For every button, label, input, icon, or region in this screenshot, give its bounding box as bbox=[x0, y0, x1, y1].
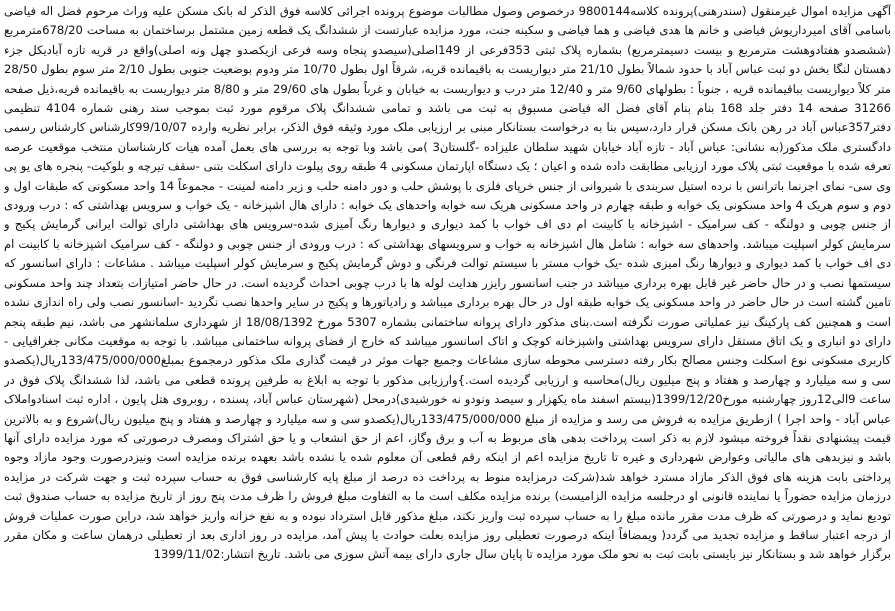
auction-notice bbox=[4, 2, 891, 609]
publication-date-label: تاریخ انتشار: bbox=[220, 547, 281, 562]
notice-paragraph bbox=[4, 2, 891, 565]
publication-date bbox=[154, 547, 281, 561]
notice-body: آگهی مزایده اموال غیرمنقول (سندرهنی)پرونده کلاسه9800144 درخصوص وصول مطالبات موضوع پرونده اجرائی کلاسه فوق الذکر له بانک مسکن علیه وراث مرحوم فضل اله فیاضی باسامی آقای امیرداریوش فیاضی و خانم ها هدی فیاضی و هما فیاضی و سکینه جنت، مورد مزایده عبارتست از ششدانگ یک قطعه زمین مشتمل برساختمان به مساحت 678/20مترمربع (ششصدو هفتادوهشت مترمربع و بیست دسیمترمربع) بشماره پلاک ثبتی 353فرعی از 149اصلی(سیصدو پنجاه وسه فرعی ازیکصدو چهل ونه اصلی)واقع در قریه تازه آبادیکل جزء دهستان لنگا بخش دو ثبت عباس آباد با حدود شمالاً بطول 21/10 متر دیواریست به باقیمانده قریه، شرقاً اول بطول 10/70 متر ودوم بوضعیت جنوبی بطول 2/10 متر سوم بطول 28/50 متر کلاً دیواریست بباقیمانده قریه ، جنوباً : بطولهای 9/60 متر و 12/40 متر درب و دیواریست به خیابان و غرباً بطول های 29/60 متر و 8/80 متر دیواریست به باقیمانده قریه،ذیل صفحه 31266 صفحه 14 دفتر جلد 168 بنام بنام آقای فضل اله فیاضی مسبوق به ثبت می باشد و تمامی ششدانگ پلاک مرقوم مورد ثبت بموجب سند رهنی شماره 4104 تنظیمی دفتر357عباس آباد در رهن بانک مسکن قرار دارد،سپس بنا به درخواست بستانکار مبنی بر ارزیابی ملک مورد وثیقه فوق الذکر، برابر نظریه وارده 99/10/07کارشناس کارشناس رسمی دادگستری ملک مذکور(به نشانی: عباس آباد - تازه آباد خیابان شهید سلطان علیزاده -گلستان3 )می باشد وبا توجه به بررسی های بعمل آمده هیات کارشناسان منتخب موقعیت عرصه تعرفه شده با موقعیت ثبتی پلاک مورد ارزیابی مطابقت داده شده و اعیان ؛ یک دستگاه اپارتمان مسکونی 4 طبقه روی پیلوت دارای اسکلت بتنی -سقف تیرچه و بلوکیت- پنجره های یو پی وی سی- نمای اجرنما باترانس با نرده استیل سربندی با شیروانی از جنس خرپای فلزی با پوشش حلب و دور دامنه حلب و زیر دامنه لمینت - مجموعاً 14 واحد مسکونی که طبقات اول و دوم و سوم هریک 4 واحد مسکونی یک خوابه و طبقه چهارم در واحد مسکونی هریک سه خوابه واحدهای یک خوابه : دارای هال اشپزخانه - یک خواب و سرویس بهداشتی که : درب ورودی از جنس چوبی و دولنگه - کف سرامیک - اشپزخانه با کابینت ام دی اف خواب با کمد دیواری و دیوارها رنگ آمیزی شده-سرویس های بهداشتی دارای توالت ایرانی گرمایش پکیج و سرمایش کولر اسپلیت میباشد. واحدهای سه خوابه : شامل هال اشپزخانه به خواب و سرویسهای بهداشتی که : درب ورودی از جنس چوبی و دولنگه - کف سرامیک اشپزخانه با کابینت ام دی اف خواب با کمد دیواری و دیوارها رنگ امیزی شده -یک خواب مستر با سیستم توالت فرنگی و دوش گرمایش پکیج و سرمایش کولر اسپلیت میباشد . مشاعات : دارای اسانسور که سیستمها نصب و در حال حاضر غیر قابل بهره برداری میباشد در جنب اسانسور رایزر هدایت لوله ها با درب چوبی احداث گردیده است. در حال حاضر امتیازات بتعداد چند واحد مسکونی تامین گشته است در حال حاضر در واحد مسکونی یک خوابه طبقه اول در حال بهره برداری میباشد و رادیاتورها و پکیج در سایر واحدها نصب نگردید -اسانسور نصب ولی راه اندازی نشده است و همچنین کف پارکینگ نیز عملیاتی صورت نگرفته است.بنای مذکور دارای پروانه ساختمانی بشماره 5307 مورخ 18/08/1392 از شهرداری سلمانشهر می باشد، نیم طبقه پنجم دارای دو انباری و یک اتاق مستقل دارای سرویس بهداشتی واشپزخانه کوچک و اتاک اسانسور میباشد که خارج از فضای پروانه ساختمانی میباشد. با توجه به موقعیت مکانی جغرافیایی - کاربری مسکونی نوع اسکلت وجنس مصالح بکار رفته دسترسی محوطه سازی مشاعات وجمیع جهات موثر در قیمت گذاری ملک مذکور درمجموع بمبلغ133/475/000/000ریال(یکصدو سی و سه میلیارد و چهارصد و هفتاد و پنج میلیون ریال)محاسبه و ارزیابی گردیده است.}وارزیابی مذکور با توجه به ابلاغ به طرفین پرونده قطعی می باشد، لذا ششدانگ پلاک فوق در ساعت 9الی12روز چهارشنبه مورخ1399/12/20(بیستم اسفند ماه یکهزار و سیصد ونودو نه خورشیدی)درمحل (شهرستان عباس آباد، پسنده ، روبروی هتل پایون ، اداره ثبت اسنادواملاک عباس آباد - واحد اجرا ) ازطریق مزایده به فروش می رسد و مزایده از مبلغ 133/475/000/000ریال(یکصدو سی و سه میلیارد و چهارصد و هفتاد و پنج میلیون ریال)شروع و به بالاترین قیمت پیشنهادی نقداً فروخته میشود لازم به ذکر است پرداخت بدهی های مربوط به آب و برق وگاز، اعم از حق انشعاب و یا حق اشتراک ومصرف درصورتی که مورد مزایده دارای آنها باشد و نیزبدهی های مالیاتی وعوارض شهرداری و غیره تا تاریخ مزایده اعم از اینکه رقم قطعی آن معلوم شده یا نشده باشد بعهده برنده مزایده است ونیزدرصورت وجود مازاد وجوه پرداختی بابت هزینه های فوق الذکر مازاد مسترد خواهد شد(شرکت درمزایده منوط به پرداخت ده درصد از مبلغ پایه کارشناسی فوق به حساب سپرده ثبت و جهت شرکت در مزایده درزمان مزایده حضوراً یا نماینده قانونی او درجلسه مزایده الزامیست) برنده مزایده مکلف است ما به التفاوت مبلغ فروش را ظرف مدت پنج روز از تاریخ مزایده به حساب صندوق ثبت تودیع نماید و درصورتی که ظرف مدت مقرر مانده مبلغ را به حساب سپرده ثبت واریز نکند، مبلغ مذکور قابل استرداد نبوده و به نفع خزانه واریز خواهد شد، دراین صورت عملیات فروش از درجه اعتبار ساقط و مزایده تجدید می گردد( ویمضافاً اینکه درصورت تعطیلی روز مزایده بعلت حوادث یا پیش آمد، مزایده در روز اداری بعد از تعطیلی درهمان ساعت و مکان مقرر برگزار خواهد شد و بستانکار نیز بایستی بابت ثبت به نحو ملک مورد مزایده تا پایان سال جاری دارای بیمه آتش سوزی می باشد. bbox=[4, 4, 891, 562]
publication-date-value: 1399/11/02 bbox=[153, 547, 221, 562]
